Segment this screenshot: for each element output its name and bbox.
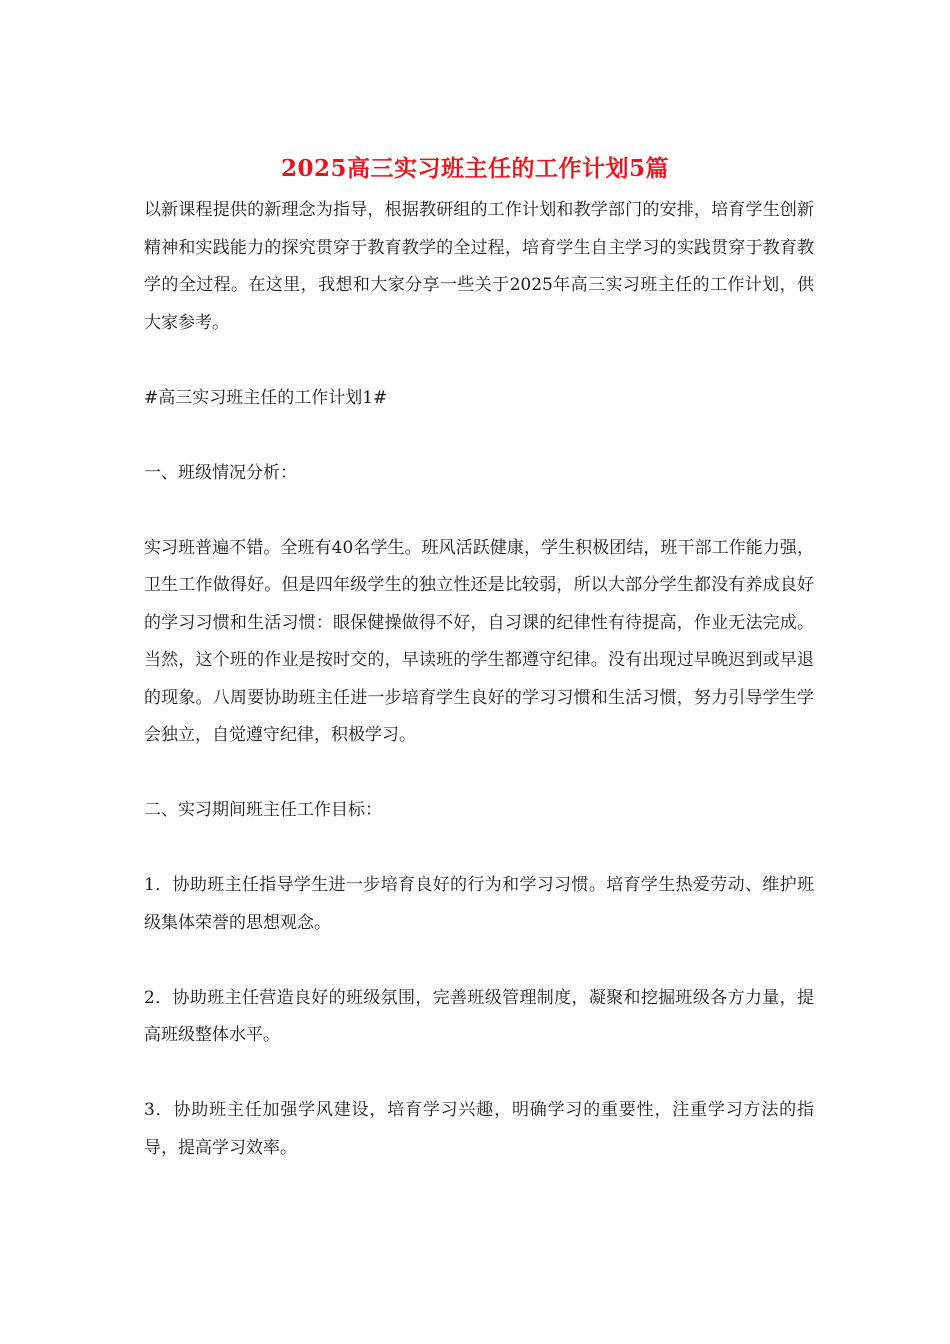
goal-item-1: 1．协助班主任指导学生进一步培育良好的行为和学习习惯。培育学生热爱劳动、维护班级集体荣誉的思想观念。 [144, 875, 814, 933]
document-body [144, 192, 814, 1167]
part1-body-paragraph: 实习班普遍不错。全班有40名学生。班风活跃健康，学生积极团结，班干部工作能力强，卫生工作做得好。但是四年级学生的独立性还是比较弱，所以大部分学生都没有养成良好的学习习惯和生活习惯：眼保健操做得不好，自习课的纪律性有待提高，作业无法完成。当然，这个班的作业是按时交的，早读班的学生都遵守纪律。没有出现过早晚迟到或早退的现象。八周要协助班主任进一步培育学生良好的学习习惯和生活习惯，努力引导学生学会独立，自觉遵守纪律，积极学习。 [144, 537, 814, 745]
intro-paragraph: 以新课程提供的新理念为指导，根据教研组的工作计划和教学部门的安排，培育学生创新精神和实践能力的探究贯穿于教育教学的全过程，培育学生自主学习的实践贯穿于教育教学的全过程。在这里，我想和大家分享一些关于2025年高三实习班主任的工作计划，供大家参考。 [144, 200, 814, 333]
paragraph-spacer [144, 1055, 814, 1093]
paragraph-spacer [144, 342, 814, 380]
goal-item-2: 2．协助班主任营造良好的班级氛围，完善班级管理制度，凝聚和挖掘班级各方力量，提高班级整体水平。 [144, 987, 814, 1045]
goal-item-3: 3．协助班主任加强学风建设，培育学习兴趣，明确学习的重要性，注重学习方法的指导，提高学习效率。 [144, 1100, 814, 1158]
paragraph-spacer [144, 942, 814, 980]
part1-heading: 一、班级情况分析： [144, 462, 297, 483]
section-heading: #高三实习班主任的工作计划1# [144, 387, 388, 408]
paragraph-spacer [144, 755, 814, 793]
paragraph-spacer [144, 492, 814, 530]
document-title: 2025高三实习班主任的工作计划5篇 [280, 155, 670, 182]
paragraph-spacer [144, 417, 814, 455]
paragraph-spacer [144, 830, 814, 868]
part2-heading: 二、实习期间班主任工作目标： [144, 800, 382, 820]
